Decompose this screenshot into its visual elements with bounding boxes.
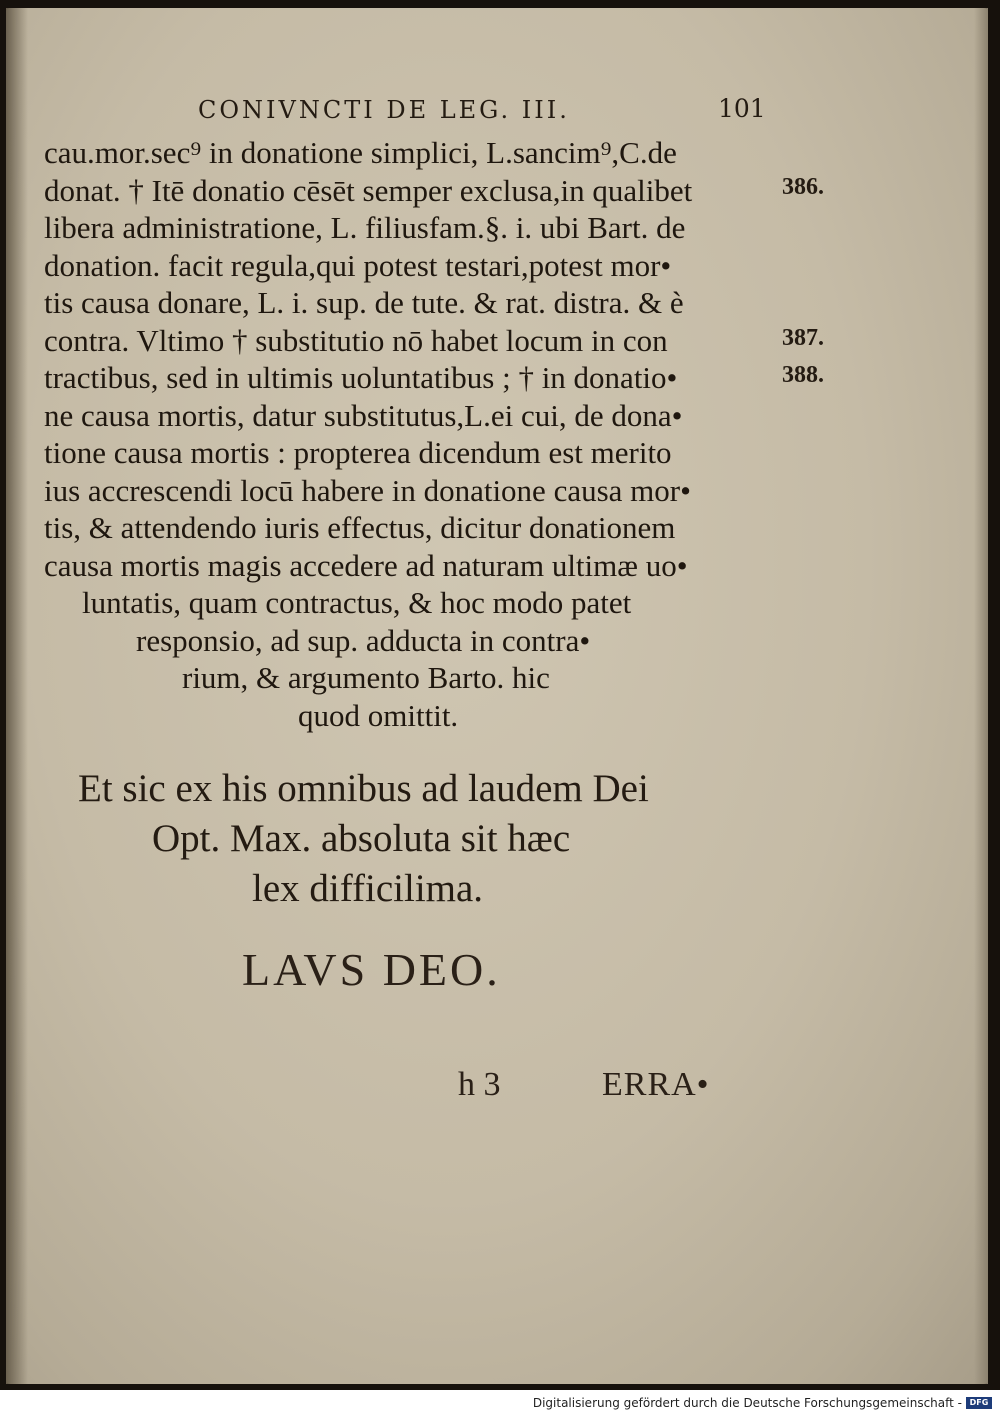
margin-note: 388. <box>782 362 824 388</box>
laus-deo-heading: LAVS DEO. <box>242 944 501 995</box>
text-line: causa mortis magis accedere ad naturam ultimæ uo• <box>44 547 688 583</box>
closing-line: Et sic ex his omnibus ad laudem Dei <box>78 767 649 810</box>
catchword: ERRA• <box>602 1066 710 1103</box>
text-line: donat. † Itē donatio cēsēt semper exclusa,in qualibet <box>44 172 693 208</box>
text-line: donation. facit regula,qui potest testari,potest mor• <box>44 247 672 283</box>
signature-mark: h 3 <box>458 1066 501 1103</box>
closing-line: lex difficilima. <box>252 867 484 910</box>
page-edge <box>974 8 988 1384</box>
text-line: libera administratione, L. filiusfam.§. i. ubi Bart. de <box>44 210 686 245</box>
running-head: CONIVNCTI DE LEG. III. <box>198 96 570 124</box>
margin-note: 387. <box>782 325 824 351</box>
text-line: tis causa donare, L. i. sup. de tute. & rat. distra. & è <box>44 285 684 320</box>
paper-page <box>6 8 988 1384</box>
text-line: responsio, ad sup. adducta in contra• <box>136 622 591 658</box>
text-line: tis, & attendendo iuris effectus, dicitur donationem <box>44 510 676 545</box>
text-line: ius accrescendi locū habere in donatione causa mor• <box>44 472 691 508</box>
text-line: cau.mor.sec⁹ in donatione simplici, L.sancim⁹,C.de <box>44 135 677 170</box>
dfg-logo-icon: DFG <box>966 1397 992 1409</box>
text-line: contra. Vltimo † substitutio nō habet locum in con <box>44 322 668 358</box>
text-line: luntatis, quam contractus, & hoc modo patet <box>82 585 632 620</box>
folio-number: 101 <box>718 94 766 123</box>
footer-credit <box>533 1396 992 1410</box>
book-gutter <box>6 8 28 1384</box>
footer-text: Digitalisierung gefördert durch die Deutsche Forschungsgemeinschaft - <box>532 1396 962 1410</box>
closing-line: Opt. Max. absoluta sit hæc <box>152 817 571 860</box>
margin-note: 386. <box>782 174 824 200</box>
body-text <box>44 134 784 734</box>
text-line: tione causa mortis : propterea dicendum est merito <box>44 435 672 470</box>
text-line: tractibus, sed in ultimis uoluntatibus ; † in donatio• <box>44 360 678 395</box>
text-line: rium, & argumento Barto. hic <box>182 660 550 695</box>
text-line: quod omittit. <box>298 697 459 733</box>
text-line: ne causa mortis, datur substitutus,L.ei cui, de dona• <box>44 397 683 433</box>
